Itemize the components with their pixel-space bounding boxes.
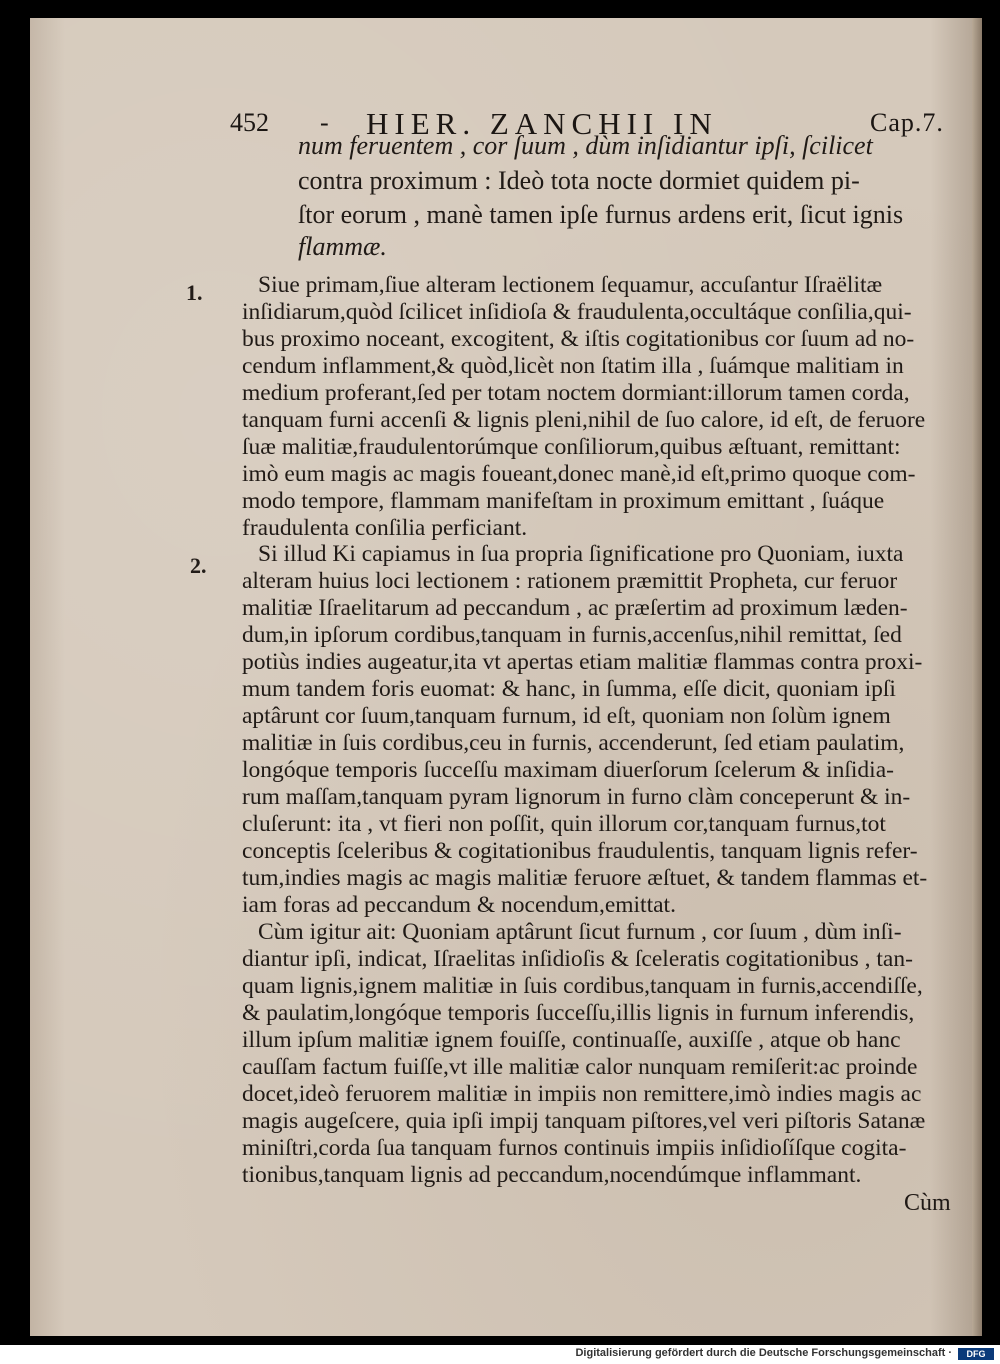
- text-line: cauſſam factum fuiſſe,vt ille malitiæ calor nunquam remiſerit:ac proinde: [242, 1054, 918, 1080]
- text-line: magis augeſcere, quia ipſi impij tanquam piſtores,vel veri piſtoris Satanæ: [242, 1108, 926, 1134]
- text-line: flammæ.: [298, 232, 387, 261]
- text-line: imò eum magis ac magis foueant,donec manè,id eſt,primo quoque com-: [242, 461, 916, 487]
- text-line: ſuæ malitiæ,fraudulentorúmque conſiliorum,quibus æſtuant, remittant:: [242, 434, 901, 460]
- text-line: malitiæ in ſuis cordibus,ceu in furnis, accenderunt, ſed etiam paulatim,: [242, 730, 905, 756]
- text-line: tionibus,tanquam lignis ad peccandum,nocendúmque inflammant.: [242, 1162, 862, 1188]
- running-title: HIER. ZANCHII IN: [366, 106, 718, 141]
- text-line: Cùm igitur ait: Quoniam aptârunt ſicut furnum , cor ſuum , dùm inſi-: [258, 919, 902, 945]
- text-line: longóque temporis ſucceſſu maximam diuerſorum ſcelerum & inſidia-: [242, 757, 894, 783]
- text-line: medium proferant,ſed per totam noctem dormiant:illorum tamen corda,: [242, 380, 910, 406]
- text-line: conceptis ſceleribus & cogitationibus fraudulentis, tanquam lignis refer-: [242, 838, 918, 864]
- text-line: & paulatim,longóque temporis ſucceſſu,illis lignis in furnum inferendis,: [242, 1000, 915, 1026]
- text-line: cendum inflamment,& quòd,licèt non ſtatim illa , ſuámque malitiam in: [242, 353, 904, 379]
- dfg-logo: DFG: [958, 1348, 994, 1360]
- text-line: contra proximum : Ideò tota nocte dormiet quidem pi-: [298, 166, 860, 195]
- text-line: aptârunt cor ſuum,tanquam furnum, id eſt, quoniam non ſolùm ignem: [242, 703, 891, 729]
- header-dash: -: [320, 108, 329, 137]
- text-line: miniſtri,corda ſua tanquam furnos continuis impiis inſidioſíſque cogita-: [242, 1135, 907, 1161]
- text-line: Si illud Ki capiamus in ſua propria ſignificatione pro Quoniam, iuxta: [258, 541, 904, 567]
- text-line: cluſerunt: ita , vt fieri non poſſit, quin illorum cor,tanquam furnus,tot: [242, 811, 886, 837]
- text-line: rum maſſam,tanquam pyram lignorum in furno clàm conceperunt & in-: [242, 784, 911, 810]
- text-line: iam foras ad peccandum & nocendum,emittat.: [242, 892, 676, 918]
- text-line: malitiæ Iſraelitarum ad peccandum , ac præſertim ad proximum læden-: [242, 595, 908, 621]
- page-number: 452: [230, 108, 269, 137]
- text-line: dum,in ipſorum cordibus,tanquam in furnis,accenſus,nihil remittat, ſed: [242, 622, 902, 648]
- text-line: modo tempore, flammam manifeſtam in proximum emittant , ſuáque: [242, 488, 885, 514]
- digitization-credit: Digitalisierung gefördert durch die Deutsche Forschungsgemeinschaft ·: [575, 1347, 952, 1359]
- text-line: Siue primam,ſiue alteram lectionem ſequamur, accuſantur Iſraëlitæ: [258, 272, 883, 298]
- catchword: Cùm: [904, 1190, 951, 1216]
- text-line: docet,ideò feruorem malitiæ in impiis non remittere,imò indies magis ac: [242, 1081, 922, 1107]
- text-line: tum,indies magis ac magis malitiæ feruore æſtuet, & tandem flammas et-: [242, 865, 928, 891]
- chapter-label: Cap.7.: [870, 108, 944, 137]
- margin-numeral: 1.: [186, 280, 203, 305]
- text-line: quam lignis,ignem malitiæ in ſuis cordibus,tanquam in furnis,accendiſſe,: [242, 973, 923, 999]
- text-line: tanquam furni accenſi & lignis pleni,nihil de ſuo calore, id eſt, de feruore: [242, 407, 926, 433]
- book-page: [30, 18, 972, 1336]
- text-line: inſidiarum,quòd ſcilicet inſidioſa & fraudulenta,occultáque conſilia,qui-: [242, 299, 912, 325]
- text-line: potiùs indies augeatur,ita vt apertas etiam malitiæ flammas contra proxi-: [242, 649, 923, 675]
- text-line: mum tandem foris euomat: & hanc, in ſumma, eſſe dicit, quoniam ipſi: [242, 676, 896, 702]
- text-line: bus proximo noceant, excogitent, & iſtis cogitationibus cor ſuum ad no-: [242, 326, 915, 352]
- text-line: num feruentem , cor ſuum , dùm inſidiantur ipſi, ſcilicet: [298, 131, 873, 160]
- page-edge: [972, 18, 982, 1336]
- footer-bar: [0, 1345, 1000, 1364]
- text-line: diantur ipſi, indicat, Iſraelitas inſidioſis & ſceleratis cogitationibus , tan-: [242, 946, 913, 972]
- text-line: ſtor eorum , manè tamen ipſe furnus ardens erit, ſicut ignis: [298, 200, 904, 229]
- margin-numeral: 2.: [190, 553, 207, 578]
- text-line: fraudulenta conſilia perficiant.: [242, 515, 528, 541]
- text-line: illum ipſum malitiæ ignem fouiſſe, continuaſſe, auxiſſe , atque ob hanc: [242, 1027, 901, 1053]
- text-line: alteram huius loci lectionem : rationem præmittit Propheta, cur feruor: [242, 568, 898, 594]
